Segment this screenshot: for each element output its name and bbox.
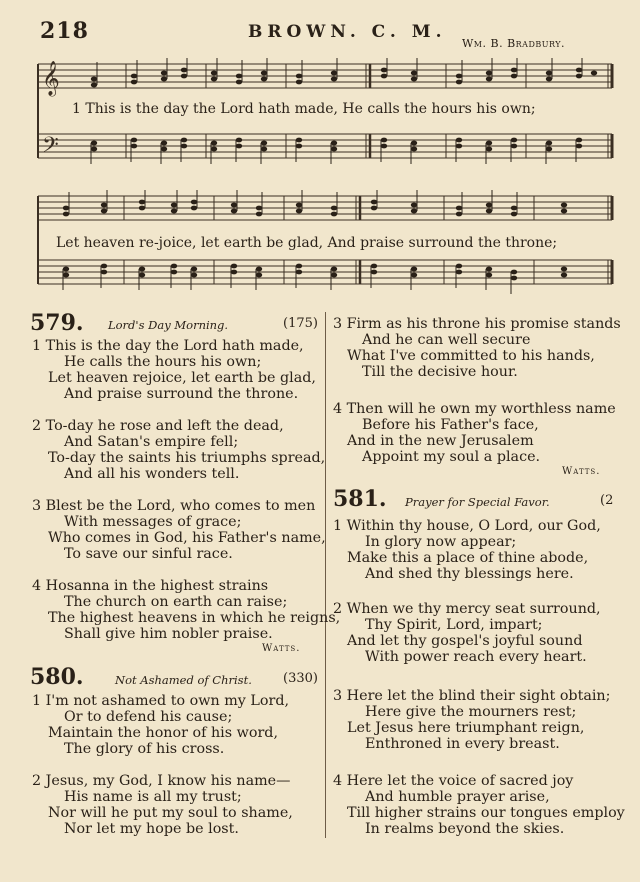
hymn-line: And he can well secure [362,332,531,348]
hymn-title: Not Ashamed of Christ. [115,673,252,687]
hymn-line: Nor let my hope be lost. [64,821,239,837]
hymn-line: Who comes in God, his Father's name, [48,530,326,546]
hymn-line: 1 Within thy house, O Lord, our God, [333,518,601,534]
hymn-number: 581. [333,486,387,512]
hymn-line: The glory of his cross. [64,741,225,757]
hymn-line: With messages of grace; [64,514,242,530]
hymn-line: Make this a place of thine abode, [347,550,589,566]
hymn-line: Or to defend his cause; [64,709,233,725]
svg-text:𝄢: 𝄢 [42,133,59,163]
hymn-line: What I've committed to his hands, [347,348,595,364]
hymn-line: Let Jesus here triumphant reign, [347,720,585,736]
hymn-line: Before his Father's face, [362,417,539,433]
hymn-line: And in the new Jerusalem [347,433,534,449]
hymn-line: Till higher strains our tongues employ [347,805,625,821]
hymn-line: And Satan's empire fell; [64,434,239,450]
hymn-line: 4 Then will he own my worthless name [333,401,616,417]
hymn-line: Let heaven rejoice, let earth be glad, [48,370,316,386]
composer-credit: Wm. B. Bradbury. [462,37,566,50]
hymn-line: 1 I'm not ashamed to own my Lord, [32,693,290,709]
hymn-line: With power reach every heart. [365,649,587,665]
hymn-reference: (175) [283,316,318,331]
hymn-line: Here give the mourners rest; [365,704,577,720]
hymn-line: The highest heavens in which he reigns, [48,610,341,626]
hymn-line: 2 To-day he rose and left the dead, [32,418,284,434]
hymn-line: And humble prayer arise, [365,789,550,805]
hymn-line: 2 Jesus, my God, I know his name— [32,773,291,789]
column-divider [325,312,326,838]
hymn-line: Enthroned in every breast. [365,736,560,752]
tune-title: BROWN. C. M. [248,22,447,42]
hymn-number: 580. [30,664,84,690]
hymn-line: His name is all my trust; [64,789,242,805]
hymn-line: 1 This is the day the Lord hath made, [32,338,304,354]
hymn-line: 3 Blest be the Lord, who comes to men [32,498,316,514]
lyric-line-2: Let heaven re-joice, let earth be glad, And praise surround the throne; [56,235,558,251]
hymn-line: And let thy gospel's joyful sound [347,633,583,649]
hymn-line: Nor will he put my soul to shame, [48,805,293,821]
hymn-author: Watts. [262,643,301,654]
hymn-line: 4 Here let the voice of sacred joy [333,773,574,789]
svg-text:𝄞: 𝄞 [42,61,60,96]
hymn-line: 3 Here let the blind their sight obtain; [333,688,611,704]
hymn-number: 579. [30,310,84,336]
hymn-reference: (330) [283,671,318,686]
hymn-line: Shall give him nobler praise. [64,626,273,642]
hymn-line: Maintain the honor of his word, [48,725,278,741]
hymn-line: 4 Hosanna in the highest strains [32,578,269,594]
hymn-reference: (2 [600,493,614,508]
hymn-line: In glory now appear; [365,534,517,550]
hymn-line: Appoint my soul a place. [362,449,541,465]
hymn-line: In realms beyond the skies. [365,821,565,837]
hymn-title: Lord's Day Morning. [108,318,229,332]
hymn-line: To save our sinful race. [64,546,233,562]
hymn-line: And all his wonders tell. [64,466,240,482]
hymn-line: Thy Spirit, Lord, impart; [365,617,543,633]
hymn-author: Watts. [562,466,601,477]
hymn-line: Till the decisive hour. [362,364,518,380]
hymn-title: Prayer for Special Favor. [405,495,550,509]
hymn-line: He calls the hours his own; [64,354,262,370]
page-number: 218 [40,18,89,44]
hymn-line: The church on earth can raise; [64,594,288,610]
hymn-line: 3 Firm as his throne his promise stands [333,316,621,332]
lyric-line-1: 1 This is the day the Lord hath made, He calls the hours his own; [72,101,536,117]
hymn-line: And shed thy blessings here. [365,566,574,582]
hymn-line: And praise surround the throne. [64,386,299,402]
hymn-line: To-day the saints his triumphs spread, [48,450,326,466]
hymn-line: 2 When we thy mercy seat surround, [333,601,601,617]
